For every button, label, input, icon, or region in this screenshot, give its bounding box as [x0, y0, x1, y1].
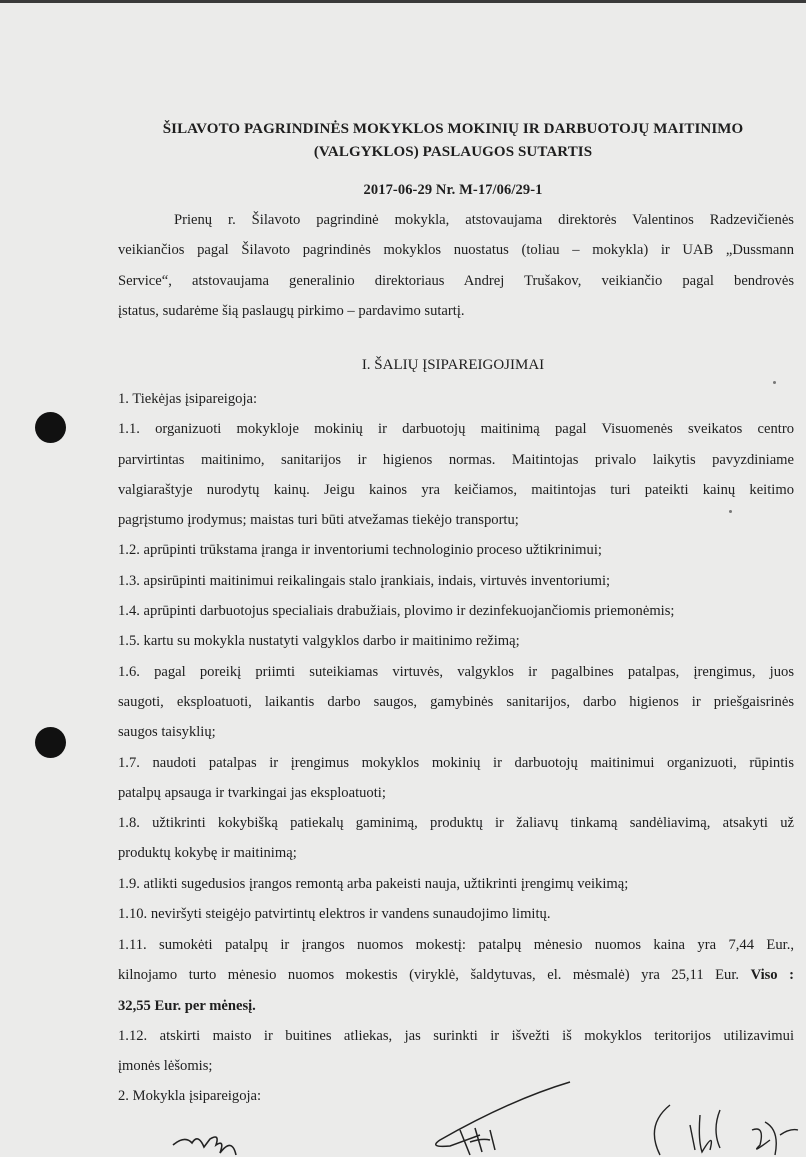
item-line: 1.12. atskirti maisto ir buitines atliekas, jas surinkti ir išvežti iš mokyklos teritorijos utilizavimui: [118, 1027, 794, 1044]
item-line: [118, 960, 794, 990]
section-heading: I. ŠALIŲ ĮSIPAREIGOJIMAI: [361, 357, 545, 373]
list-item: [118, 899, 794, 929]
list-item: [118, 869, 794, 899]
text-line: 1.10. neviršyti steigėjo patvirtintų elektros ir vandens sunaudojimo limitų.: [118, 906, 551, 923]
obligations-list: [118, 384, 794, 929]
punch-hole: [35, 412, 66, 443]
item-line: įmonės lėšomis;: [118, 1058, 213, 1075]
list-item: [118, 596, 794, 626]
punch-hole: [35, 727, 66, 758]
text-line: 1.7. naudoti patalpas ir įrengimus mokyklos mokinių ir darbuotojų maitinimui organizuoti, rūpintis: [118, 754, 794, 771]
text-line: veikiančios pagal Šilavoto pagrindinės mokyklos nuostatus (toliau – mokykla) ir UAB „Dussmann: [118, 242, 794, 259]
text-line: parvirtintas maitinimo, sanitarijos ir higienos normas. Maitintojas privalo laikytis pavyzdiniame: [118, 451, 794, 468]
list-item: [118, 566, 794, 596]
list-item: [118, 535, 794, 565]
signature-director: [640, 1100, 806, 1157]
scan-top-edge: [0, 0, 806, 3]
text-line: 1.2. aprūpinti trūkstama įranga ir inventoriumi technologinio proceso užtikrinimui;: [118, 542, 602, 559]
text-line: 1. Tiekėjas įsipareigoja:: [118, 391, 258, 407]
text-line: saugoti, eksploatuoti, laikantis darbo saugos, gamybinės sanitarijos, darbo higienos ir priešgaisrinės: [118, 693, 794, 710]
list-item: [118, 626, 794, 656]
text-line: 1.5. kartu su mokykla nustatyti valgyklos darbo ir maitinimo režimą;: [118, 633, 520, 650]
list-item: [118, 414, 794, 535]
document-title-line-1: ŠILAVOTO PAGRINDINĖS MOKYKLOS MOKINIŲ IR DARBUOTOJŲ MAITINIMO: [162, 121, 744, 137]
text-line: valgiaraštyje nurodytų kainų. Jeigu kainos yra keičiamos, maitintojas turi pateikti kainų keitimo: [118, 481, 794, 498]
signature-supplier: [420, 1080, 590, 1157]
text-line: patalpų apsauga ir tvarkingai jas eksploatuoti;: [118, 784, 386, 801]
item-text: kilnojamo turto mėnesio nuomos mokestis (viryklė, šaldytuvas, el. mėsmalė) yra 25,11 Eur.: [118, 967, 740, 984]
text-line: įstatus, sudarėme šią paslaugų pirkimo – pardavimo sutartį.: [118, 302, 465, 319]
text-line: saugos taisyklių;: [118, 724, 216, 741]
text-line: 1.8. užtikrinti kokybišką patiekalų gaminimą, produktų ir žaliavų tinkamą sandėliavimą, atsakyti už: [118, 815, 794, 832]
list-item: [118, 384, 794, 414]
document-title-line-2: (VALGYKLOS) PASLAUGOS SUTARTIS: [313, 144, 593, 160]
item-line: 1.11. sumokėti patalpų ir įrangos nuomos mokestį: patalpų mėnesio nuomos kaina yra 7,44 Eur.,: [118, 937, 794, 953]
signature-initials-1: [170, 1125, 270, 1157]
text-line: Prienų r. Šilavoto pagrindinė mokykla, atstovaujama direktorės Valentinos Radzevičienės: [174, 212, 794, 228]
total-amount: 32,55 Eur. per mėnesį.: [118, 997, 256, 1014]
item-line: 2. Mokykla įsipareigoja:: [118, 1088, 262, 1105]
text-line: 1.1. organizuoti mokykloje mokinių ir darbuotojų maitinimą pagal Visuomenės sveikatos centro: [118, 421, 794, 438]
text-line: pagrįstumo įrodymus; maistas turi būti atvežamas tiekėjo transportu;: [118, 512, 519, 529]
contract-date-number: 2017-06-29 Nr. M-17/06/29-1: [363, 182, 543, 198]
text-line: 1.6. pagal poreikį priimti suteikiamas virtuvės, valgyklos ir pagalbines patalpas, įrengimus, juos: [118, 663, 794, 680]
total-label: Viso :: [750, 967, 794, 984]
list-item: [118, 808, 794, 869]
text-line: 1.3. apsirūpinti maitinimui reikalingais stalo įrankiais, indais, virtuvės inventoriumi;: [118, 572, 611, 589]
text-line: Service“, atstovaujama generalinio direktoriaus Andrej Trušakov, veikiančio pagal bendrovės: [118, 272, 794, 289]
list-item: [118, 657, 794, 748]
text-line: 1.9. atlikti sugedusios įrangos remontą arba pakeisti nauja, užtikrinti įrengimų veikimą;: [118, 875, 629, 892]
text-line: 1.4. aprūpinti darbuotojus specialiais drabužiais, plovimo ir dezinfekuojančiomis priemonėmis;: [118, 603, 675, 620]
list-item: [118, 748, 794, 809]
text-line: produktų kokybę ir maitinimą;: [118, 845, 297, 862]
intro-paragraph: [118, 205, 794, 326]
